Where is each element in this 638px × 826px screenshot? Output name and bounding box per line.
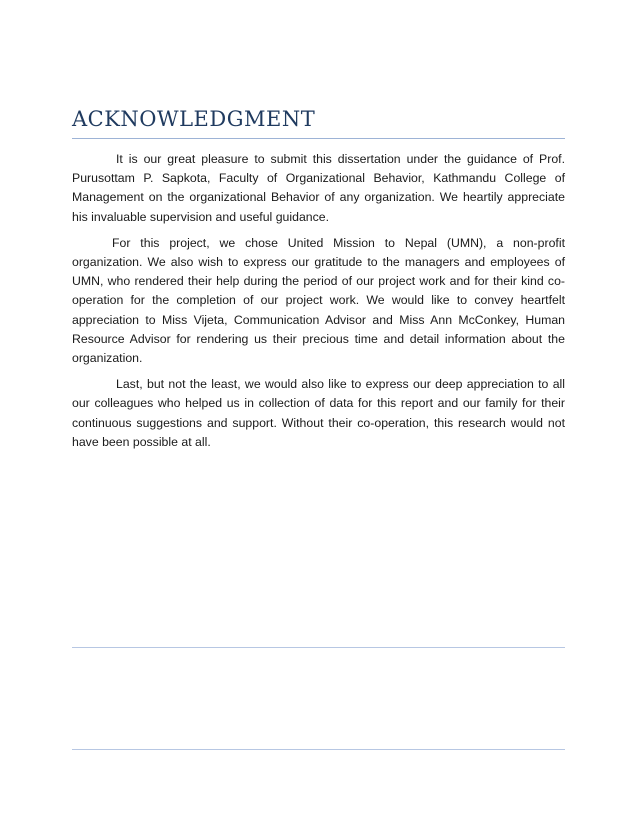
acknowledgment-body (72, 150, 565, 459)
paragraph-appreciation: Last, but not the least, we would also like to express our deep appreciation to all our colleagues who helped us in collection of data for this report and our family for their continuous suggestions and support. Without their co-operation, this research would not have been possible at all. (72, 377, 565, 449)
footer-divider (72, 749, 565, 750)
section-divider (72, 647, 565, 648)
title-underline (72, 138, 565, 139)
page-title: ACKNOWLEDGMENT (72, 107, 316, 131)
paragraph-project: For this project, we chose United Mission to Nepal (UMN), a non-profit organization. We also wish to express our gratitude to the managers and employees of UMN, who rendered their help during the period of our project work and for their kind co-operation for the completion of our project work. We would like to convey heartfelt appreciation to Miss Vijeta, Communication Advisor and Miss Ann McConkey, Human Resource Advisor for rendering us their precious time and detail information about the organization. (72, 235, 565, 366)
paragraph-guidance: It is our great pleasure to submit this dissertation under the guidance of Prof. Purusottam P. Sapkota, Faculty of Organizational Behavior, Kathmandu College of Management on the organizational Behavior of any organization. We heartily appreciate his invaluable supervision and useful guidance. (72, 152, 565, 224)
